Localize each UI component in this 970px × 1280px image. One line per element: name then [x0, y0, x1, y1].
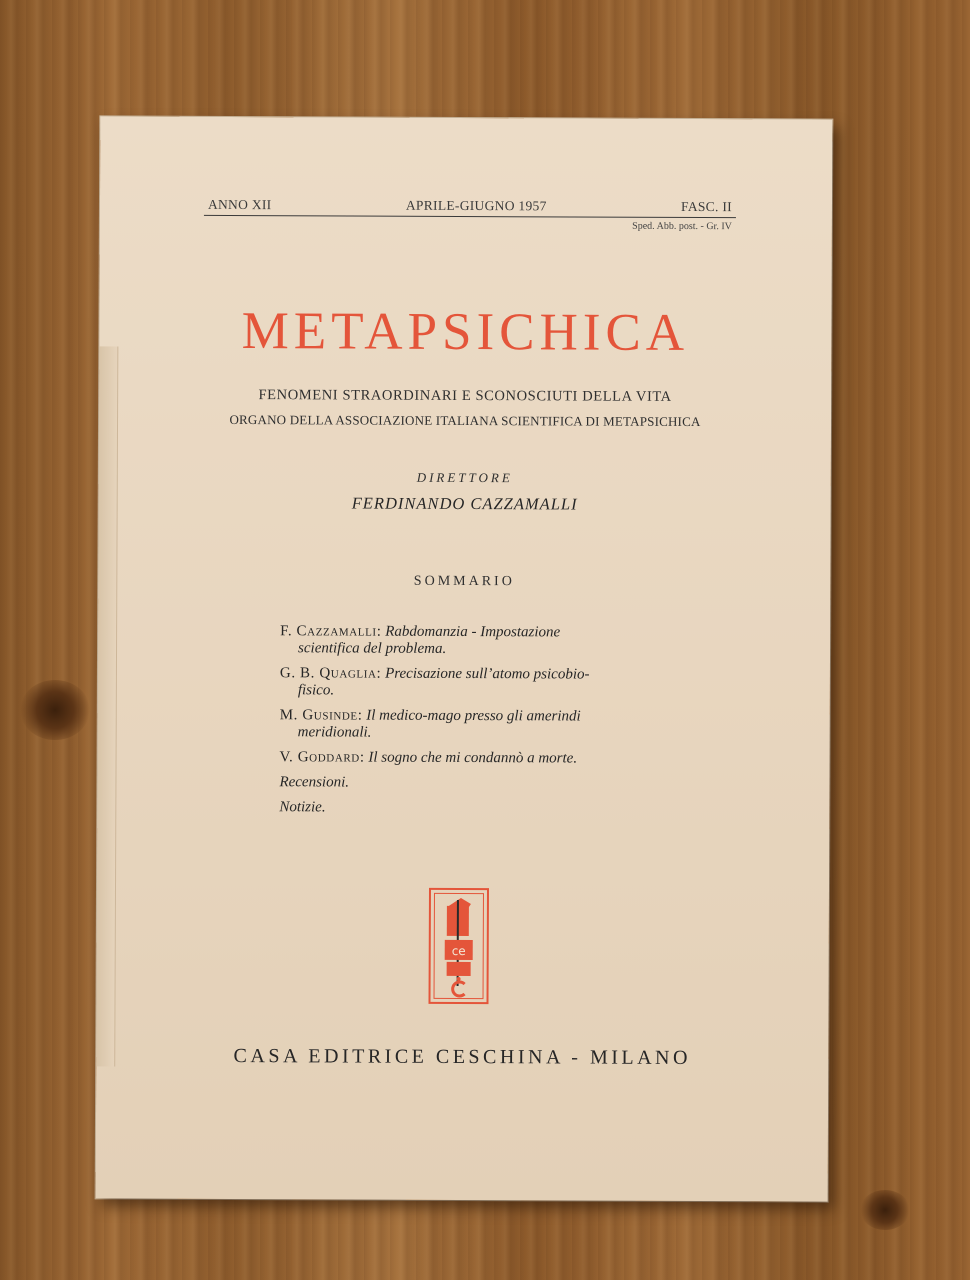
header-rule — [204, 215, 736, 218]
entry-title: Il medico-mago presso gli amerindi — [366, 707, 581, 725]
entry-title: Rabdomanzia - Impostazione — [385, 623, 561, 641]
list-item — [280, 707, 680, 743]
publisher-name: CASA EDITRICE CESCHINA - MILANO — [233, 1044, 692, 1069]
list-item — [280, 749, 680, 768]
entry-title: Il sogno che mi condannò a morte. — [368, 749, 578, 767]
entry-author: M. Gusinde: — [279, 707, 363, 724]
contents-list — [279, 623, 680, 826]
news-entry: Notizie. — [279, 799, 326, 816]
reviews-entry: Recensioni. — [279, 774, 350, 791]
issue-fascicle: FASC. II — [681, 198, 732, 215]
subtitle-line-2: ORGANO DELLA ASSOCIAZIONE ITALIANA SCIENTIFICA DI METAPSICHICA — [229, 411, 701, 430]
director-label: DIRETTORE — [416, 469, 513, 486]
logo-letters: ce — [451, 943, 466, 959]
wood-knot — [860, 1190, 910, 1230]
entry-author: V. Goddard: — [279, 749, 365, 766]
postal-note: Sped. Abb. post. - Gr. IV — [632, 220, 732, 233]
publisher-logo — [428, 888, 489, 1004]
entry-title: Precisazione sull’atomo psicobio- — [385, 665, 590, 683]
list-item — [280, 665, 680, 701]
entry-title-continued: meridionali. — [297, 724, 372, 741]
director-name: FERDINANDO CAZZAMALLI — [351, 493, 578, 514]
entry-author: F. Cazzamalli: — [280, 623, 382, 640]
magazine-cover — [96, 116, 833, 1201]
subtitle-line-1: FENOMENI STRAORDINARI E SCONOSCIUTI DELLA VITA — [258, 387, 672, 405]
entry-title-continued: scientifica del problema. — [298, 640, 447, 657]
publisher-logo-mark — [431, 890, 487, 1002]
magazine-title: METAPSICHICA — [241, 302, 690, 362]
list-item — [280, 623, 680, 659]
cover-spine-edge — [96, 346, 118, 1066]
header-row — [208, 197, 732, 215]
entry-author: G. B. Quaglia: — [279, 665, 382, 682]
contents-heading: SOMMARIO — [413, 573, 515, 590]
entry-title-continued: fisico. — [297, 682, 335, 699]
wood-knot — [20, 680, 90, 740]
issue-year: ANNO XII — [207, 196, 272, 213]
issue-period: APRILE-GIUGNO 1957 — [405, 197, 547, 214]
